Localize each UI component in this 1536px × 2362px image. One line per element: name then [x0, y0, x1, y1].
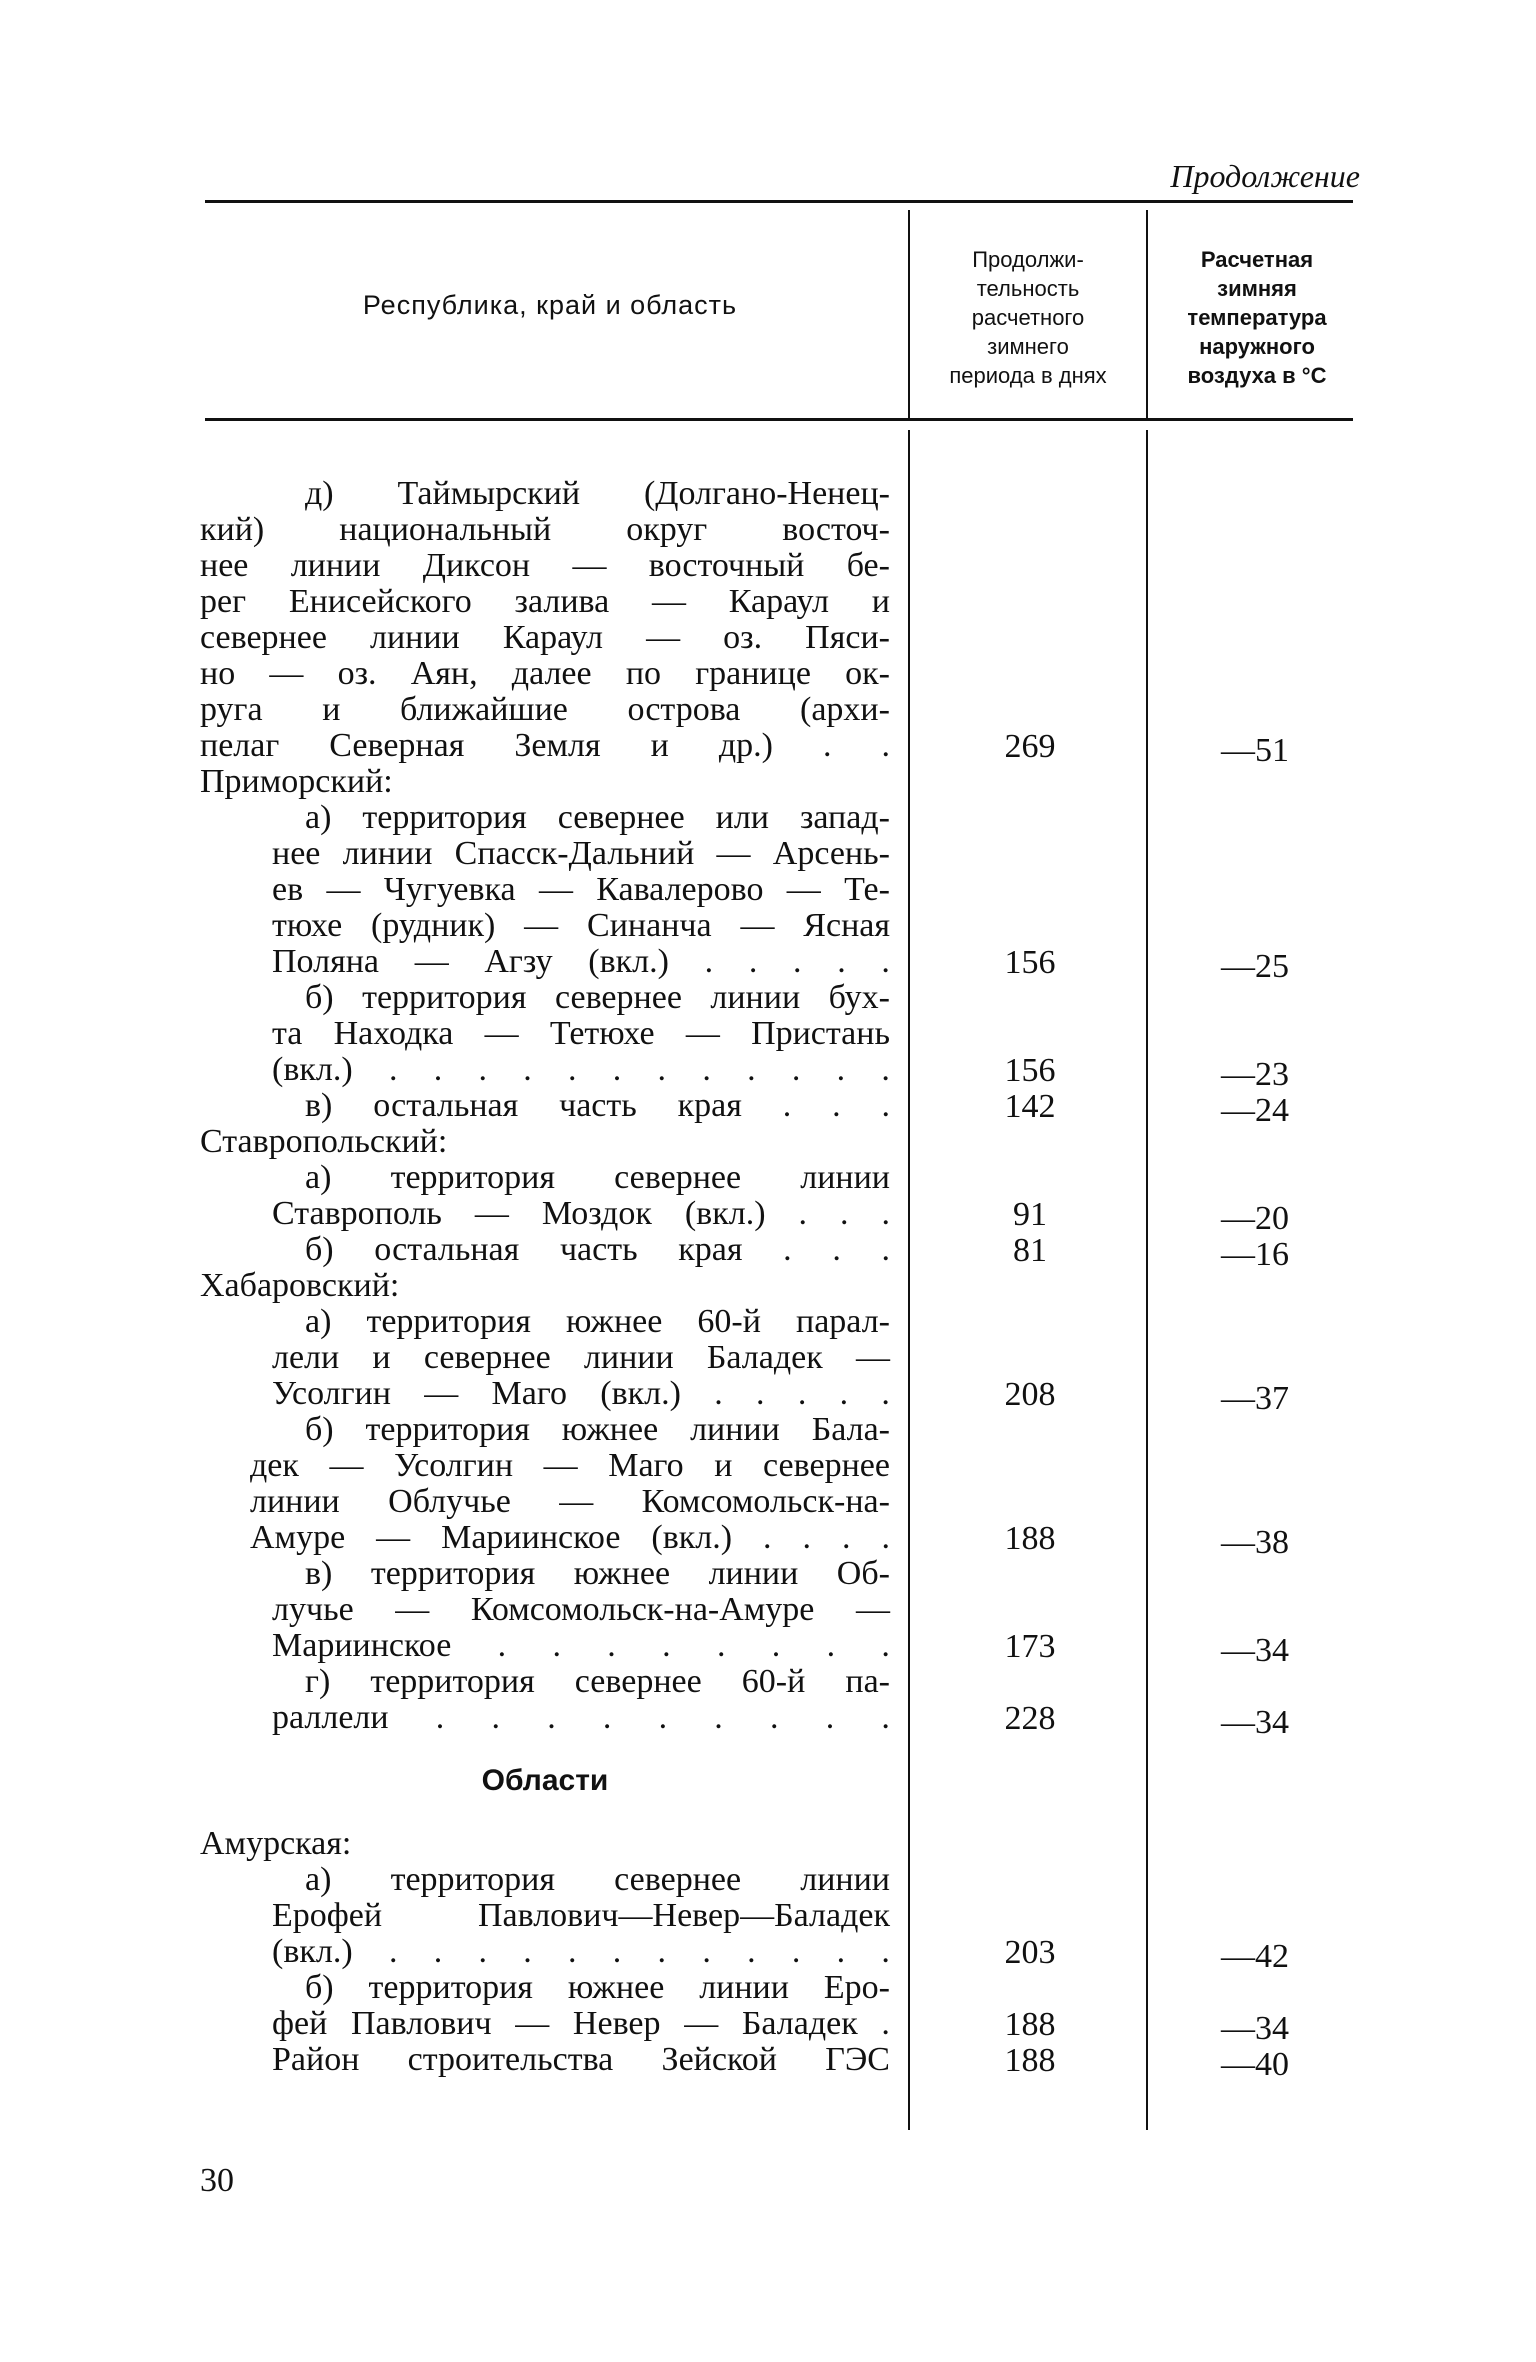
temp-value: —23 — [1221, 1056, 1289, 1093]
table-line: а) территория севернее линии — [305, 1861, 890, 1898]
days-value: 188 — [1004, 1520, 1056, 1557]
table-line: б) территория южнее линии Бала- — [305, 1411, 890, 1448]
header-temperature: Расчетная зимняя температура наружного воздуха в °С — [1187, 247, 1327, 388]
days-value: 173 — [1004, 1628, 1056, 1665]
days-value: 188 — [1004, 2042, 1056, 2079]
table-line: в) территория южнее линии Об- — [305, 1555, 890, 1592]
table-line: а) территория южнее 60-й парал- — [305, 1303, 890, 1340]
temp-value: —20 — [1221, 1200, 1289, 1237]
days-value: 269 — [1004, 728, 1056, 765]
table-line: лели и севернее линии Баладек — — [272, 1339, 890, 1376]
table-line: Ставропольский: — [200, 1123, 448, 1160]
table-line: Район строительства Зейской ГЭС — [272, 2041, 890, 2078]
table-top-rule — [205, 200, 1353, 203]
table-line: тюхе (рудник) — Синанча — Ясная — [272, 907, 890, 944]
table-line: кий) национальный округ восточ- — [200, 511, 890, 548]
page-number: 30 — [200, 2162, 234, 2199]
table-line: ев — Чугуевка — Кавалерово — Те- — [272, 871, 890, 908]
temp-value: —42 — [1221, 1938, 1289, 1975]
temp-value: —40 — [1221, 2046, 1289, 2083]
table-line: руга и ближайшие острова (архи- — [200, 691, 890, 728]
table-line: г) территория севернее 60-й па- — [305, 1663, 890, 1700]
table-line: фей Павлович — Невер — Баладек . — [272, 2005, 890, 2042]
section-title: Области — [481, 1764, 609, 1797]
temp-value: —34 — [1221, 2010, 1289, 2047]
table-line: Амуре — Мариинское (вкл.) . . . . — [250, 1519, 890, 1556]
table-line: Мариинское . . . . . . . . — [272, 1627, 890, 1664]
table-line: Приморский: — [200, 763, 393, 800]
table-line: а) территория севернее или запад- — [305, 799, 890, 836]
days-value: 81 — [1013, 1232, 1047, 1269]
column-divider-2 — [1146, 430, 1148, 2130]
table-line: в) остальная часть края . . . — [305, 1087, 890, 1124]
table-line: Поляна — Агзу (вкл.) . . . . . — [272, 943, 890, 980]
table-line: та Находка — Тетюхе — Пристань — [272, 1015, 890, 1052]
days-value: 228 — [1004, 1700, 1056, 1737]
days-value: 188 — [1004, 2006, 1056, 2043]
header-divider-1 — [908, 210, 910, 418]
table-line: нее линии Диксон — восточный бе- — [200, 547, 890, 584]
continuation-label: Продолжение — [1170, 158, 1360, 194]
table-line: пелаг Северная Земля и др.) . . — [200, 727, 890, 764]
days-value: 203 — [1004, 1934, 1056, 1971]
table-line: рег Енисейского залива — Караул и — [200, 583, 890, 620]
region-column — [200, 476, 890, 2078]
table-line: Ставрополь — Моздок (вкл.) . . . — [272, 1195, 890, 1232]
table-line: б) территория южнее линии Еро- — [305, 1969, 890, 2006]
table-line: д) Таймырский (Долгано-Ненец- — [305, 475, 890, 512]
days-value: 208 — [1004, 1376, 1056, 1413]
days-value: 91 — [1013, 1196, 1047, 1233]
table-line: Ерофей Павлович—Невер—Баладек — [272, 1897, 890, 1934]
days-value: 156 — [1004, 1052, 1056, 1089]
temp-value: —51 — [1221, 732, 1289, 769]
table-line: нее линии Спасск-Дальний — Арсень- — [272, 835, 890, 872]
table-line: а) территория севернее линии — [305, 1159, 890, 1196]
column-divider-1 — [908, 430, 910, 2130]
days-value: 142 — [1004, 1088, 1056, 1125]
table-line: Усолгин — Маго (вкл.) . . . . . — [272, 1375, 890, 1412]
temp-value: —16 — [1221, 1236, 1289, 1273]
temp-value: —37 — [1221, 1380, 1289, 1417]
table-header-rule — [205, 418, 1353, 421]
table-line: (вкл.) . . . . . . . . . . . . — [272, 1933, 890, 1970]
table-line: севернее линии Караул — оз. Пяси- — [200, 619, 890, 656]
table-line: но — оз. Аян, далее по границе ок- — [200, 655, 890, 692]
table-line: лучье — Комсомольск-на-Амуре — — [272, 1591, 890, 1628]
table-line: линии Облучье — Комсомольск-на- — [250, 1483, 890, 1520]
temp-value: —34 — [1221, 1632, 1289, 1669]
table-line: (вкл.) . . . . . . . . . . . . — [272, 1051, 890, 1088]
header-region: Республика, край и область — [362, 290, 738, 320]
table-line: б) остальная часть края . . . — [305, 1231, 890, 1268]
temp-value: —25 — [1221, 948, 1289, 985]
header-duration: Продолжи- тельность расчетного зимнего периода в днях — [949, 247, 1107, 388]
temp-value: —38 — [1221, 1524, 1289, 1561]
temp-value: —34 — [1221, 1704, 1289, 1741]
table-line: раллели . . . . . . . . . — [272, 1699, 890, 1736]
table-line: дек — Усолгин — Маго и севернее — [250, 1447, 890, 1484]
table-line: Хабаровский: — [200, 1267, 400, 1304]
days-value: 156 — [1004, 944, 1056, 981]
table-line: б) территория севернее линии бух- — [305, 979, 890, 1016]
table-line: Амурская: — [200, 1825, 352, 1862]
temp-value: —24 — [1221, 1092, 1289, 1129]
